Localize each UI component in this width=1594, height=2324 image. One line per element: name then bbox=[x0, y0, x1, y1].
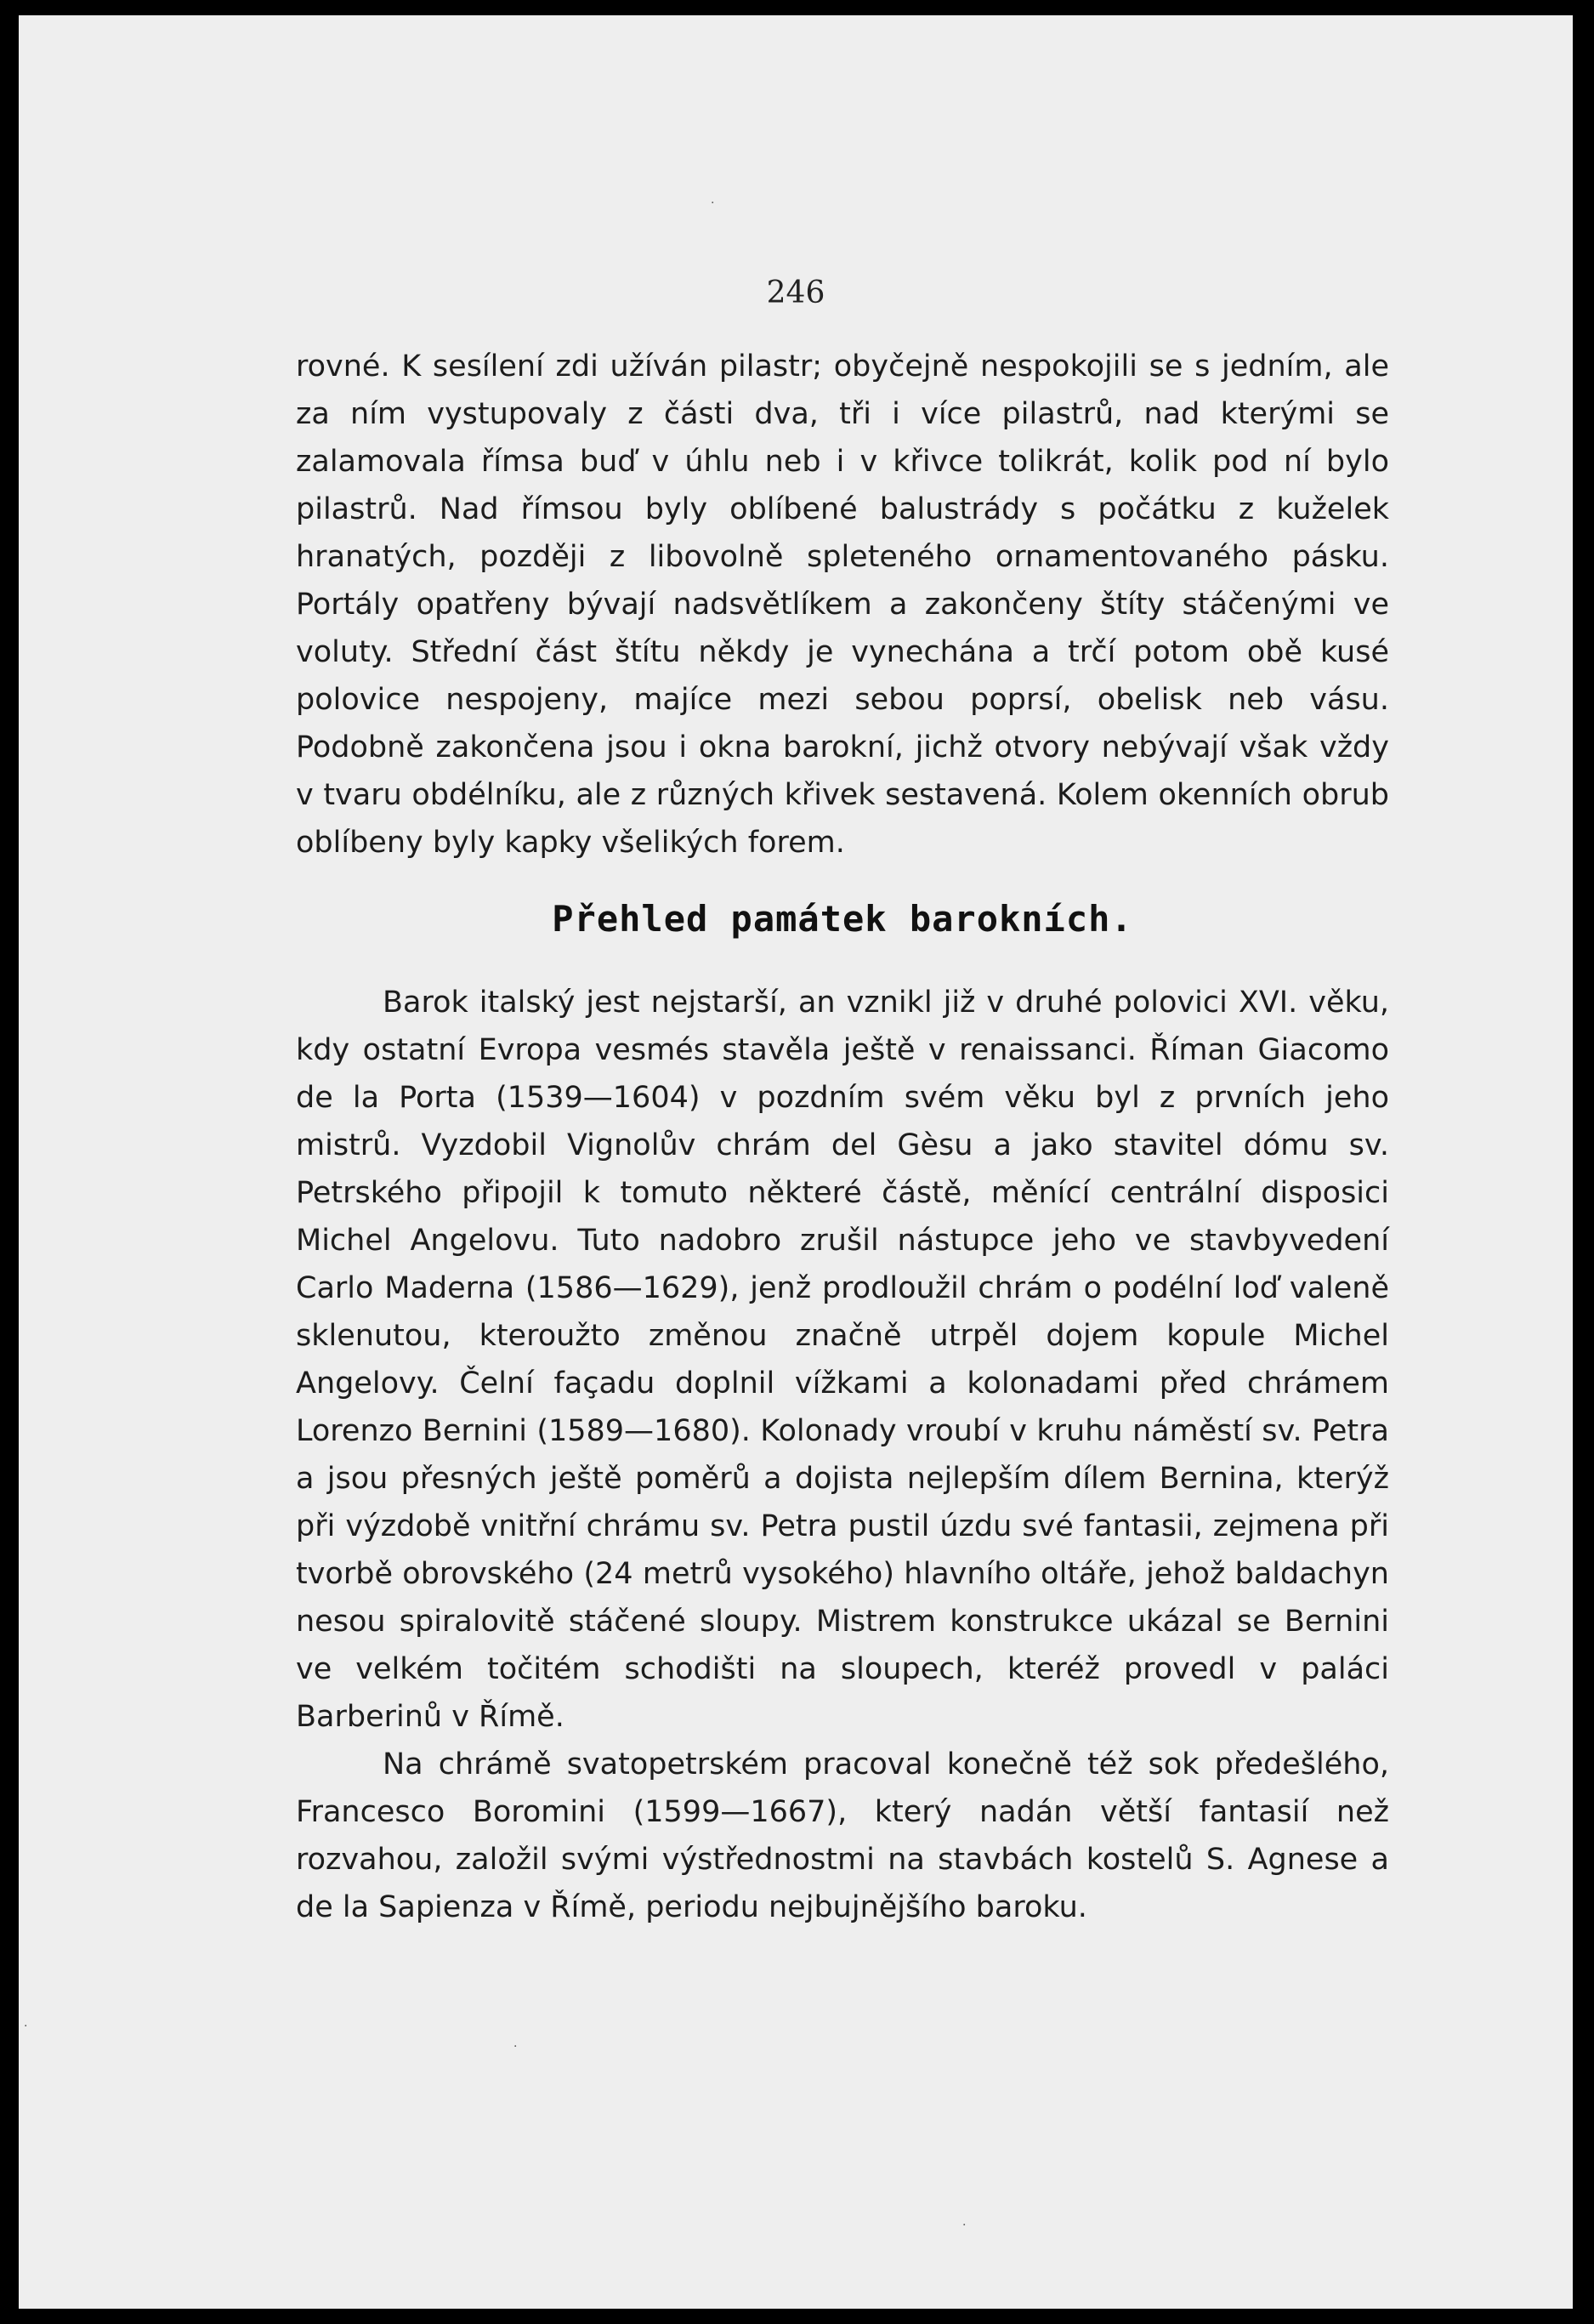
dust-speck: · bbox=[711, 196, 715, 210]
paragraph-architecture-details: rovné. K sesílení zdi užíván pilastr; obyčejně nespokojili se s jedním, ale za ním vystupovaly z části dva, tři i více pilastrů, nad kterými se zalamovala římsa buď v úhlu neb i v křivce tolikrát, kolik pod ní bylo pilastrů. Nad římsou byly oblíbené balustrády s počátku z kuželek hranatých, později z libovolně spleteného ornamentovaného pásku. Portály opatřeny bývají nadsvětlíkem a zakončeny štíty stáčenými ve voluty. Střední část štítu někdy je vynechána a trčí potom obě kusé polovice nespojeny, majíce mezi sebou poprsí, obelisk neb vásu. Podobně zakončena jsou i okna barokní, jichž otvory nebývají však vždy v tvaru obdélníku, ale z různých křivek sestavená. Kolem okenních obrub oblíbeny byly kapky všelikých forem. bbox=[296, 349, 1389, 860]
page-number: 246 bbox=[766, 276, 825, 310]
book-page bbox=[19, 15, 1573, 2309]
section-heading: Přehled památek barokních. bbox=[552, 898, 1133, 940]
paragraph-boromini: Na chrámě svatopetrském pracoval konečně též sok předešlého, Francesco Boromini (1599—1667), který nadán větší fantasií než rozvahou, založil svými výstřednostmi na stavbách kostelů S. Agnese a de la Sapienza v Římě, periodu nejbujnějšího baroku. bbox=[296, 1747, 1389, 1924]
dust-speck: · bbox=[24, 2020, 28, 2033]
paragraph-italian-baroque: Barok italský jest nejstarší, an vznikl již v druhé polovici XVI. věku, kdy ostatní Evropa vesmés stavěla ještě v renaissanci. Říman Giacomo de la Porta (1539—1604) v pozdním svém věku byl z prvních jeho mistrů. Vyzdobil Vignolův chrám del Gèsu a jako stavitel dómu sv. Petrského připojil k tomuto některé částě, měnící centrální disposici Michel Angelovu. Tuto nadobro zrušil nástupce jeho ve stavbyvedení Carlo Maderna (1586—1629), jenž prodloužil chrám o podélní loď valeně sklenutou, kteroužto změnou značně utrpěl dojem kopule Michel Angelovy. Čelní façadu doplnil vížkami a kolonadami před chrámem Lorenzo Bernini (1589—1680). Kolonady vroubí v kruhu náměstí sv. Petra a jsou přesných ještě poměrů a dojista nejlepším dílem Bernina, kterýž při výzdobě vnitřní chrámu sv. Petra pustil úzdu své fantasii, zejmena při tvorbě obrovského (24 metrů vysokého) hlavního oltáře, jehož baldachyn nesou spiralovitě stáčené sloupy. Mistrem konstrukce ukázal se Bernini ve velkém točitém schodišti na sloupech, kteréž provedl v paláci Barberinů v Římě. bbox=[296, 986, 1389, 1734]
dust-speck: · bbox=[513, 2040, 518, 2054]
dust-speck: · bbox=[962, 2219, 967, 2232]
page-body bbox=[296, 343, 1389, 1931]
